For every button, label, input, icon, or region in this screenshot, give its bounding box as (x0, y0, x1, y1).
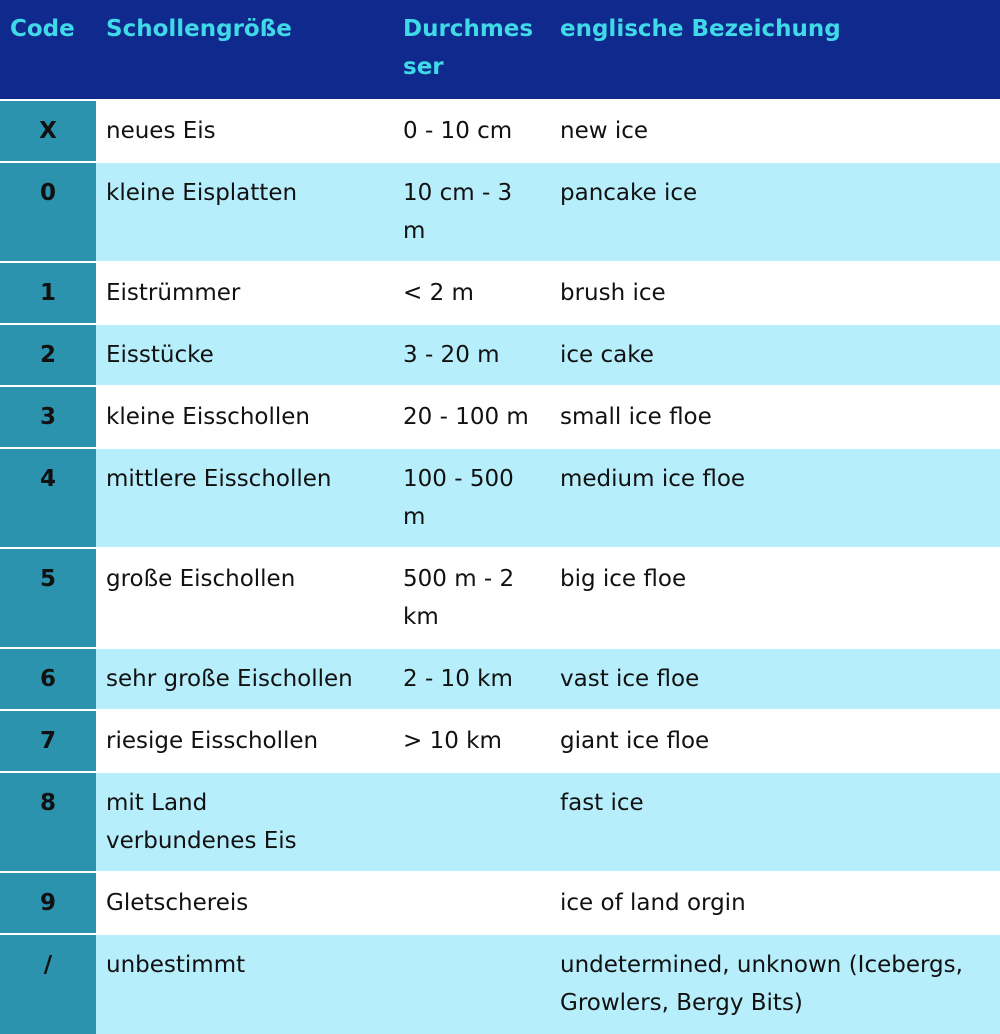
table-row (0, 448, 1000, 548)
row-code: 6 (0, 648, 96, 710)
row-english (550, 448, 1000, 548)
row-diameter-line: km (403, 604, 439, 630)
row-code: 0 (0, 162, 96, 262)
header-row (0, 0, 1000, 100)
row-size-line: unbestimmt (106, 952, 246, 978)
row-size-line: riesige Eisschollen (106, 728, 319, 754)
row-size (96, 386, 393, 448)
row-code: X (0, 100, 96, 162)
table-row (0, 262, 1000, 324)
row-english-line: ice of land orgin (560, 890, 746, 916)
header-size: Schollengröße (106, 16, 292, 42)
row-english-line: medium ice floe (560, 466, 746, 492)
row-diameter-line: m (403, 504, 426, 530)
row-diameter (393, 162, 550, 262)
row-english-line: fast ice (560, 790, 644, 816)
row-english-line: new ice (560, 118, 649, 144)
row-diameter (393, 872, 550, 934)
row-code: / (0, 934, 96, 1034)
header-diameter-line1: Durchmes (403, 16, 534, 42)
row-code: 2 (0, 324, 96, 386)
table-row (0, 772, 1000, 872)
table-row (0, 648, 1000, 710)
row-size-line: Gletschereis (106, 890, 249, 916)
row-english-line: small ice floe (560, 404, 712, 430)
row-diameter-line: 20 - 100 m (403, 404, 529, 430)
row-english (550, 162, 1000, 262)
header-code: Code (10, 16, 75, 42)
row-size-line: verbundenes Eis (106, 828, 297, 854)
row-diameter-line: 100 - 500 (403, 466, 514, 492)
row-code: 4 (0, 448, 96, 548)
row-size (96, 710, 393, 772)
row-size (96, 934, 393, 1034)
row-diameter (393, 772, 550, 872)
row-size (96, 324, 393, 386)
row-diameter-line: 500 m - 2 (403, 566, 515, 592)
row-english (550, 872, 1000, 934)
row-code: 1 (0, 262, 96, 324)
row-english-line: ice cake (560, 342, 654, 368)
row-code: 5 (0, 548, 96, 648)
row-english (550, 548, 1000, 648)
row-size (96, 772, 393, 872)
row-english-line: brush ice (560, 280, 666, 306)
table-row (0, 548, 1000, 648)
row-english-line: Growlers, Bergy Bits) (560, 990, 803, 1016)
row-size-line: mit Land (106, 790, 208, 816)
row-size-line: kleine Eisschollen (106, 404, 310, 430)
row-diameter-line: m (403, 218, 426, 244)
header-diameter (393, 0, 550, 100)
row-english (550, 934, 1000, 1034)
row-size-line: neues Eis (106, 118, 216, 144)
row-size (96, 872, 393, 934)
row-size-line: große Eischollen (106, 566, 296, 592)
table-row (0, 162, 1000, 262)
row-size-line: sehr große Eischollen (106, 666, 353, 692)
row-diameter-line: < 2 m (403, 280, 474, 306)
row-size-line: Eistrümmer (106, 280, 241, 306)
row-diameter (393, 386, 550, 448)
row-size (96, 100, 393, 162)
table-row (0, 100, 1000, 162)
table-row (0, 710, 1000, 772)
table-header (0, 0, 1000, 100)
header-english: englische Bezeichung (560, 16, 841, 42)
row-diameter-line: 0 - 10 cm (403, 118, 513, 144)
row-size (96, 648, 393, 710)
row-english-line: vast ice floe (560, 666, 700, 692)
row-diameter (393, 324, 550, 386)
row-size (96, 162, 393, 262)
table-row (0, 872, 1000, 934)
row-english-line: giant ice floe (560, 728, 710, 754)
row-english-line: pancake ice (560, 180, 698, 206)
row-size (96, 262, 393, 324)
row-diameter-line: > 10 km (403, 728, 502, 754)
row-english-line: big ice floe (560, 566, 687, 592)
row-diameter-line: 10 cm - 3 (403, 180, 513, 206)
row-size-line: mittlere Eisschollen (106, 466, 332, 492)
row-size (96, 448, 393, 548)
table-row (0, 934, 1000, 1034)
row-english (550, 386, 1000, 448)
header-diameter-line2: ser (403, 54, 444, 80)
row-code: 8 (0, 772, 96, 872)
row-diameter-line: 2 - 10 km (403, 666, 513, 692)
row-english-line: undetermined, unknown (Icebergs, (560, 952, 963, 978)
row-diameter (393, 448, 550, 548)
row-code: 3 (0, 386, 96, 448)
row-code: 7 (0, 710, 96, 772)
table-body (0, 100, 1000, 1034)
row-english (550, 100, 1000, 162)
row-english (550, 710, 1000, 772)
row-diameter (393, 710, 550, 772)
row-english (550, 262, 1000, 324)
row-diameter (393, 648, 550, 710)
row-diameter (393, 934, 550, 1034)
table-row (0, 386, 1000, 448)
row-code: 9 (0, 872, 96, 934)
table-row (0, 324, 1000, 386)
row-size (96, 548, 393, 648)
row-english (550, 648, 1000, 710)
row-english (550, 772, 1000, 872)
row-diameter (393, 100, 550, 162)
row-diameter-line: 3 - 20 m (403, 342, 500, 368)
row-diameter (393, 548, 550, 648)
row-diameter (393, 262, 550, 324)
row-size-line: kleine Eisplatten (106, 180, 298, 206)
row-english (550, 324, 1000, 386)
row-size-line: Eisstücke (106, 342, 214, 368)
